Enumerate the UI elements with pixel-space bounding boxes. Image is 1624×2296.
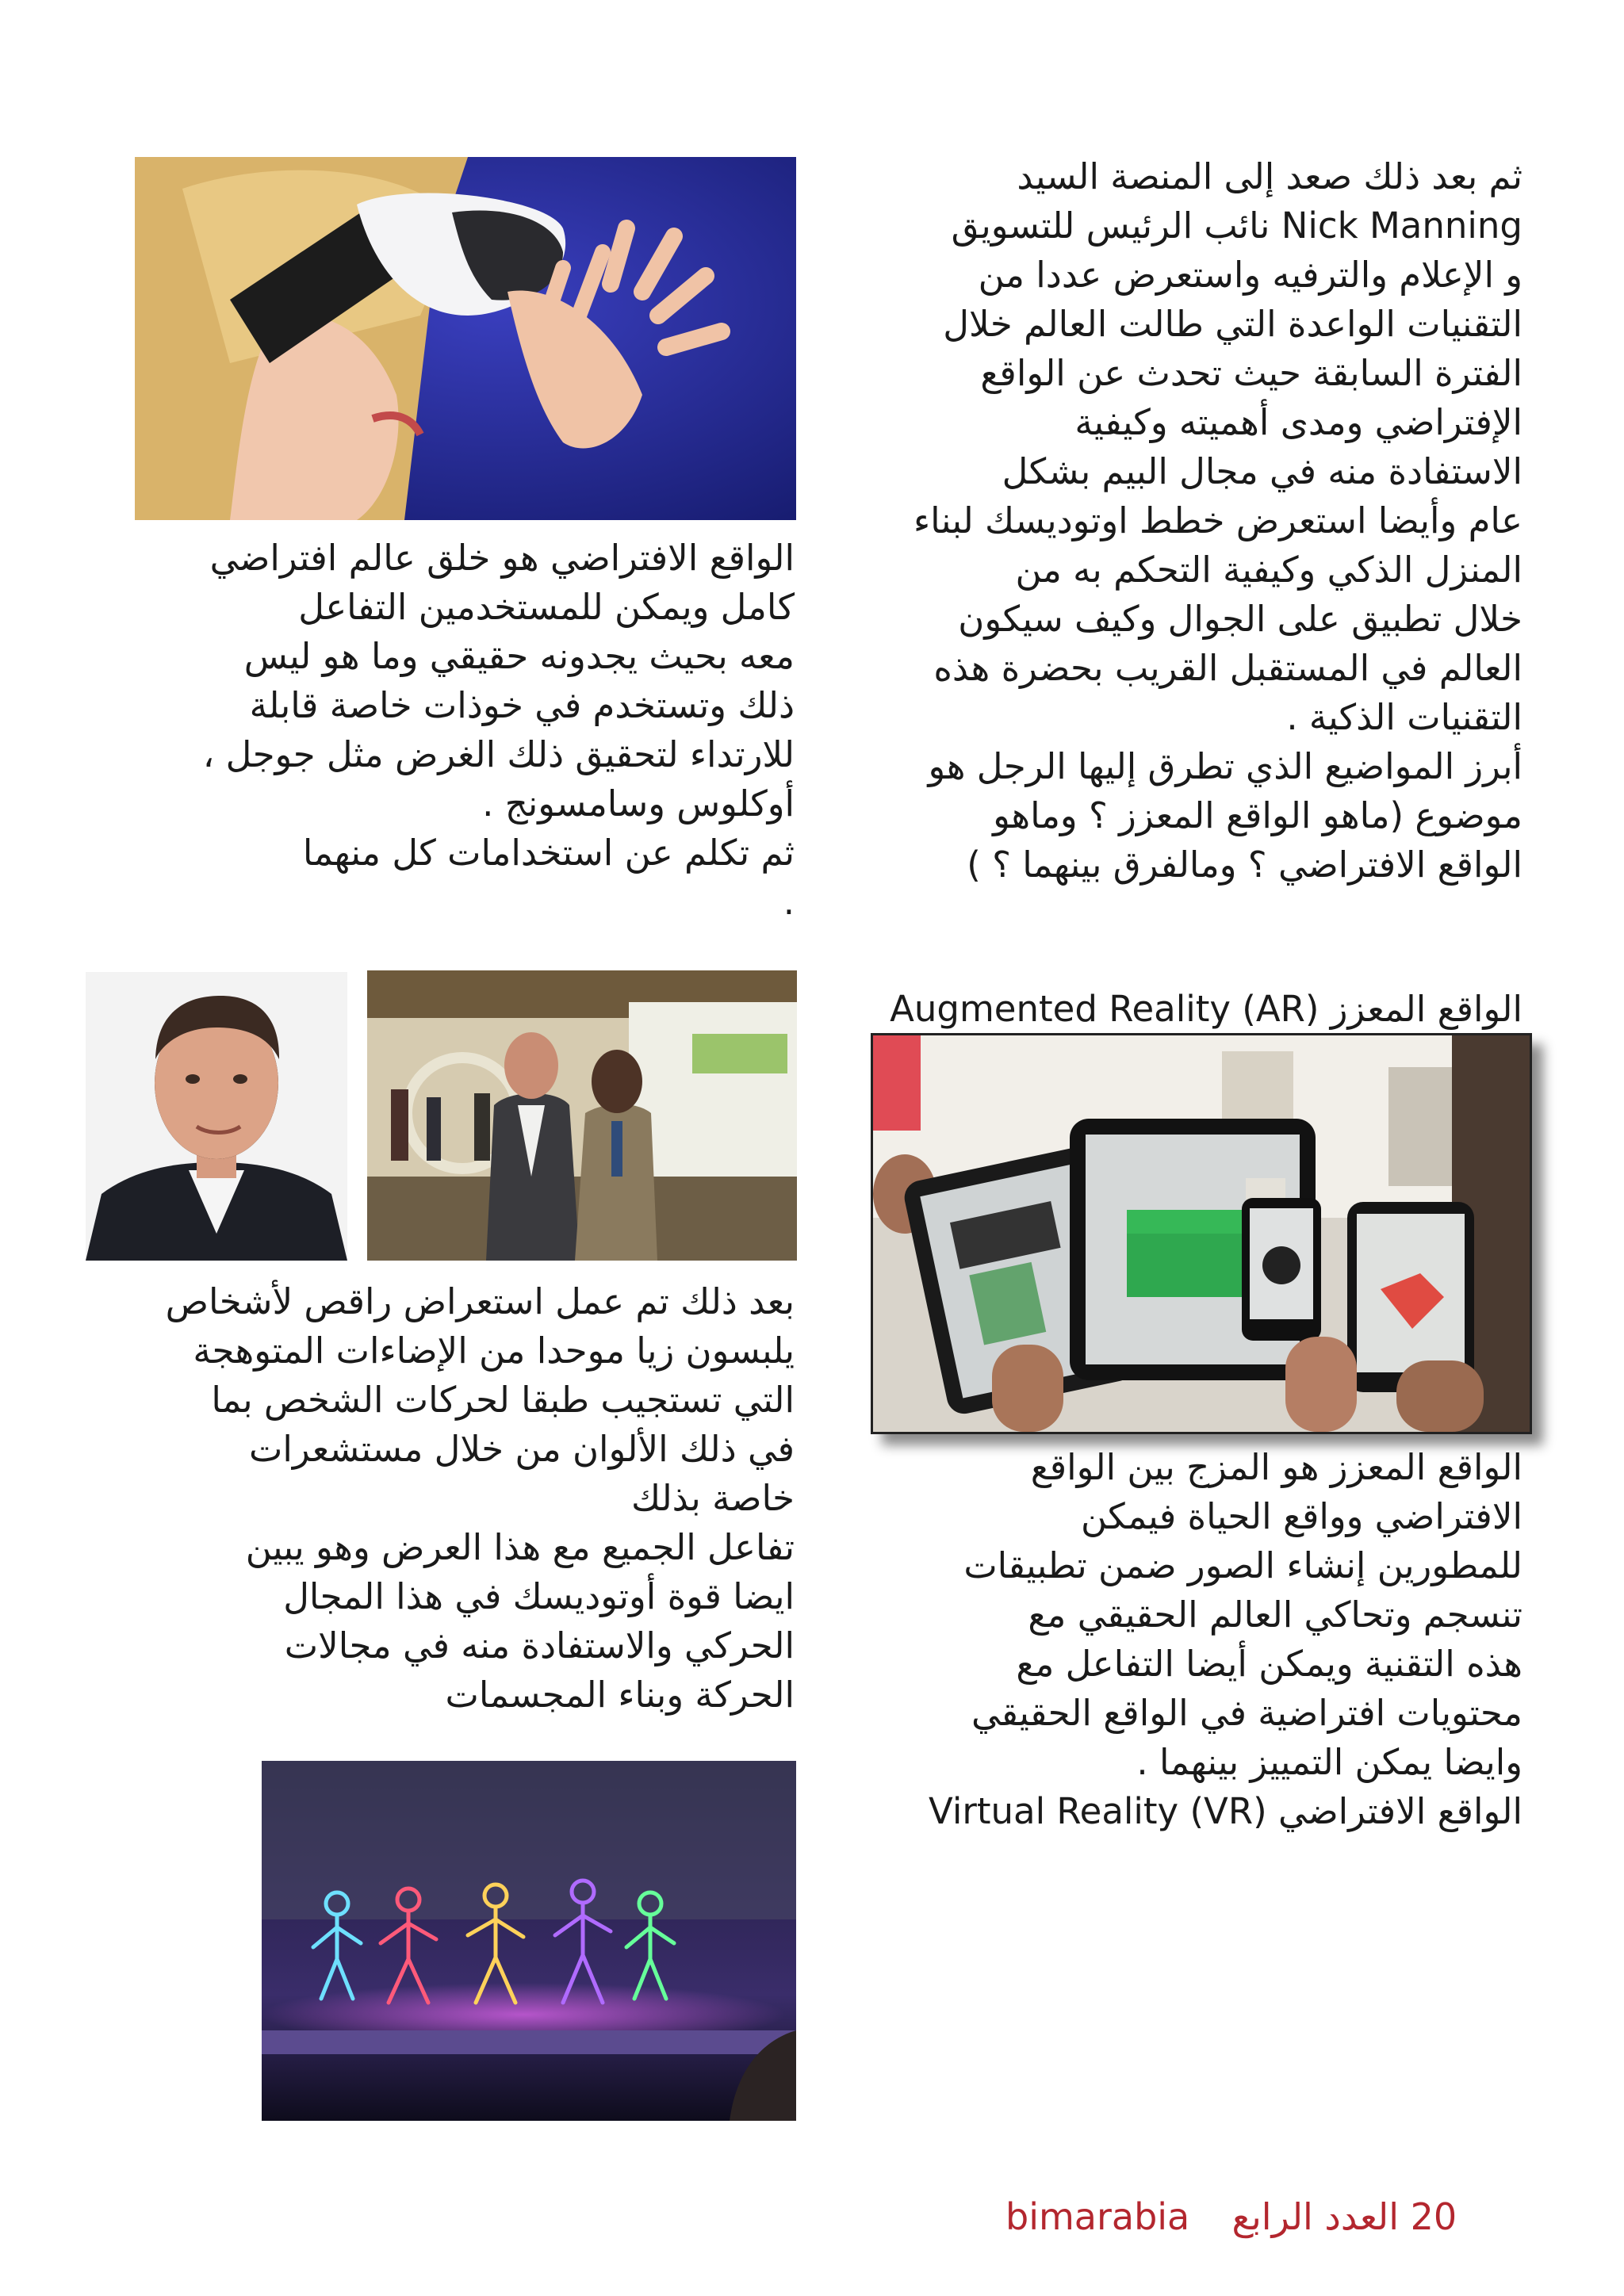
booth-illustration bbox=[367, 970, 797, 1261]
text-line: العالم في المستقبل القريب بحضرة هذه bbox=[933, 647, 1522, 689]
text-line: . bbox=[783, 881, 795, 923]
text-line: خاصة بذلك bbox=[631, 1477, 795, 1519]
vr-headset-photo bbox=[135, 157, 796, 520]
ar-tablets-illustration bbox=[873, 1035, 1530, 1432]
light-dancers-photo bbox=[262, 1761, 796, 2121]
ar-tablets-photo bbox=[871, 1033, 1532, 1434]
text-line: وايضا يمكن التمييز بينهما . bbox=[1136, 1741, 1522, 1783]
text-line: ايضا قوة أوتوديسك في هذا المجال bbox=[283, 1575, 795, 1617]
text-line: للمطورين إنشاء الصور ضمن تطبيقات bbox=[963, 1544, 1522, 1586]
text-line: الواقع المعزز هو المزج بين الواقع bbox=[1030, 1446, 1522, 1488]
text-line: للارتداء لتحقيق ذلك الغرض مثل جوجل ، bbox=[202, 733, 795, 775]
text-line: الحركة وبناء المجسمات bbox=[445, 1674, 795, 1716]
text-line: Nick Manning نائب الرئيس للتسويق bbox=[951, 205, 1522, 247]
footer-brand: bimarabia bbox=[1005, 2195, 1190, 2238]
text-line: التقنيات الواعدة التي طالت العالم خلال bbox=[943, 303, 1522, 345]
vr-headset-illustration bbox=[135, 157, 796, 520]
page-footer bbox=[1005, 2195, 1457, 2239]
text-line: كامل ويمكن للمستخدمين التفاعل bbox=[298, 586, 795, 628]
text-line: المنزل الذكي وكيفية التحكم به من bbox=[1015, 549, 1522, 591]
text-line: الاستفادة منه في مجال البيم بشكل bbox=[1002, 450, 1522, 492]
text-line: تنسجم وتحاكي العالم الحقيقي مع bbox=[1028, 1594, 1522, 1636]
text-line: التي تستجيب طبقا لحركات الشخص بما bbox=[211, 1379, 795, 1421]
text-line: في ذلك الألوان من خلال مستشعرات bbox=[249, 1428, 795, 1470]
text-line: تفاعل الجميع مع هذا العرض وهو يبين bbox=[245, 1526, 795, 1568]
text-line: الحركي والاستفادة منه في مجالات bbox=[284, 1624, 795, 1667]
booth-photo bbox=[367, 970, 797, 1261]
ar-heading: الواقع المعزز Augmented Reality (AR) bbox=[890, 988, 1522, 1030]
footer-issue-label: 20 العدد الرابع bbox=[1231, 2195, 1457, 2238]
portrait-illustration bbox=[86, 972, 347, 1261]
text-line: التقنيات الذكية . bbox=[1286, 696, 1522, 738]
light-dancers-illustration bbox=[262, 1761, 796, 2121]
text-line: موضوع (ماهو الواقع المعزز ؟ وماهو bbox=[993, 794, 1522, 836]
portrait-photo bbox=[86, 972, 347, 1261]
intro-paragraph bbox=[825, 152, 1522, 890]
text-line: الفترة السابقة حيث تحدث عن الواقع bbox=[980, 352, 1522, 394]
vr-paragraph bbox=[87, 534, 795, 927]
text-line: هذه التقنية ويمكن أيضا التفاعل مع bbox=[1016, 1643, 1522, 1685]
text-line: أبرز المواضيع الذي تطرق إليها الرجل هو bbox=[928, 745, 1522, 787]
text-line: بعد ذلك تم عمل استعراض راقص لأشخاص bbox=[165, 1280, 795, 1322]
text-line: الواقع الافتراضي هو خلق عالم افتراضي bbox=[209, 537, 795, 579]
text-line: الواقع الافتراضي ؟ ومالفرق بينهما ؟ ) bbox=[967, 844, 1522, 886]
text-line: الافتراضي وواقع الحياة فيمكن bbox=[1081, 1495, 1522, 1537]
ar-paragraph bbox=[825, 1443, 1522, 1836]
text-line: يلبسون زيا موحدا من الإضاءات المتوهجة bbox=[193, 1330, 795, 1372]
text-line: الإفتراضي ومدى أهميته وكيفية bbox=[1074, 401, 1522, 443]
text-line: خلال تطبيق على الجوال وكيف سيكون bbox=[958, 598, 1522, 640]
text-line: أوكلوس وسامسونج . bbox=[482, 783, 795, 825]
show-paragraph bbox=[87, 1277, 795, 1720]
text-line: ثم بعد ذلك صعد إلى المنصة السيد bbox=[1017, 155, 1522, 197]
text-line: و الإعلام والترفيه واستعرض عددا من bbox=[978, 254, 1522, 296]
text-line: ذلك وتستخدم في خوذات خاصة قابلة bbox=[249, 684, 795, 726]
text-line: الواقع الافتراضي Virtual Reality (VR) bbox=[929, 1790, 1522, 1832]
text-line: محتويات افتراضية في الواقع الحقيقي bbox=[971, 1692, 1522, 1734]
text-line: عام وأيضا استعرض خطط اوتوديسك لبناء bbox=[914, 499, 1522, 541]
text-line: ثم تكلم عن استخدامات كل منهما bbox=[302, 832, 795, 874]
text-line: معه بحيث يجدونه حقيقي وما هو ليس bbox=[243, 635, 795, 677]
